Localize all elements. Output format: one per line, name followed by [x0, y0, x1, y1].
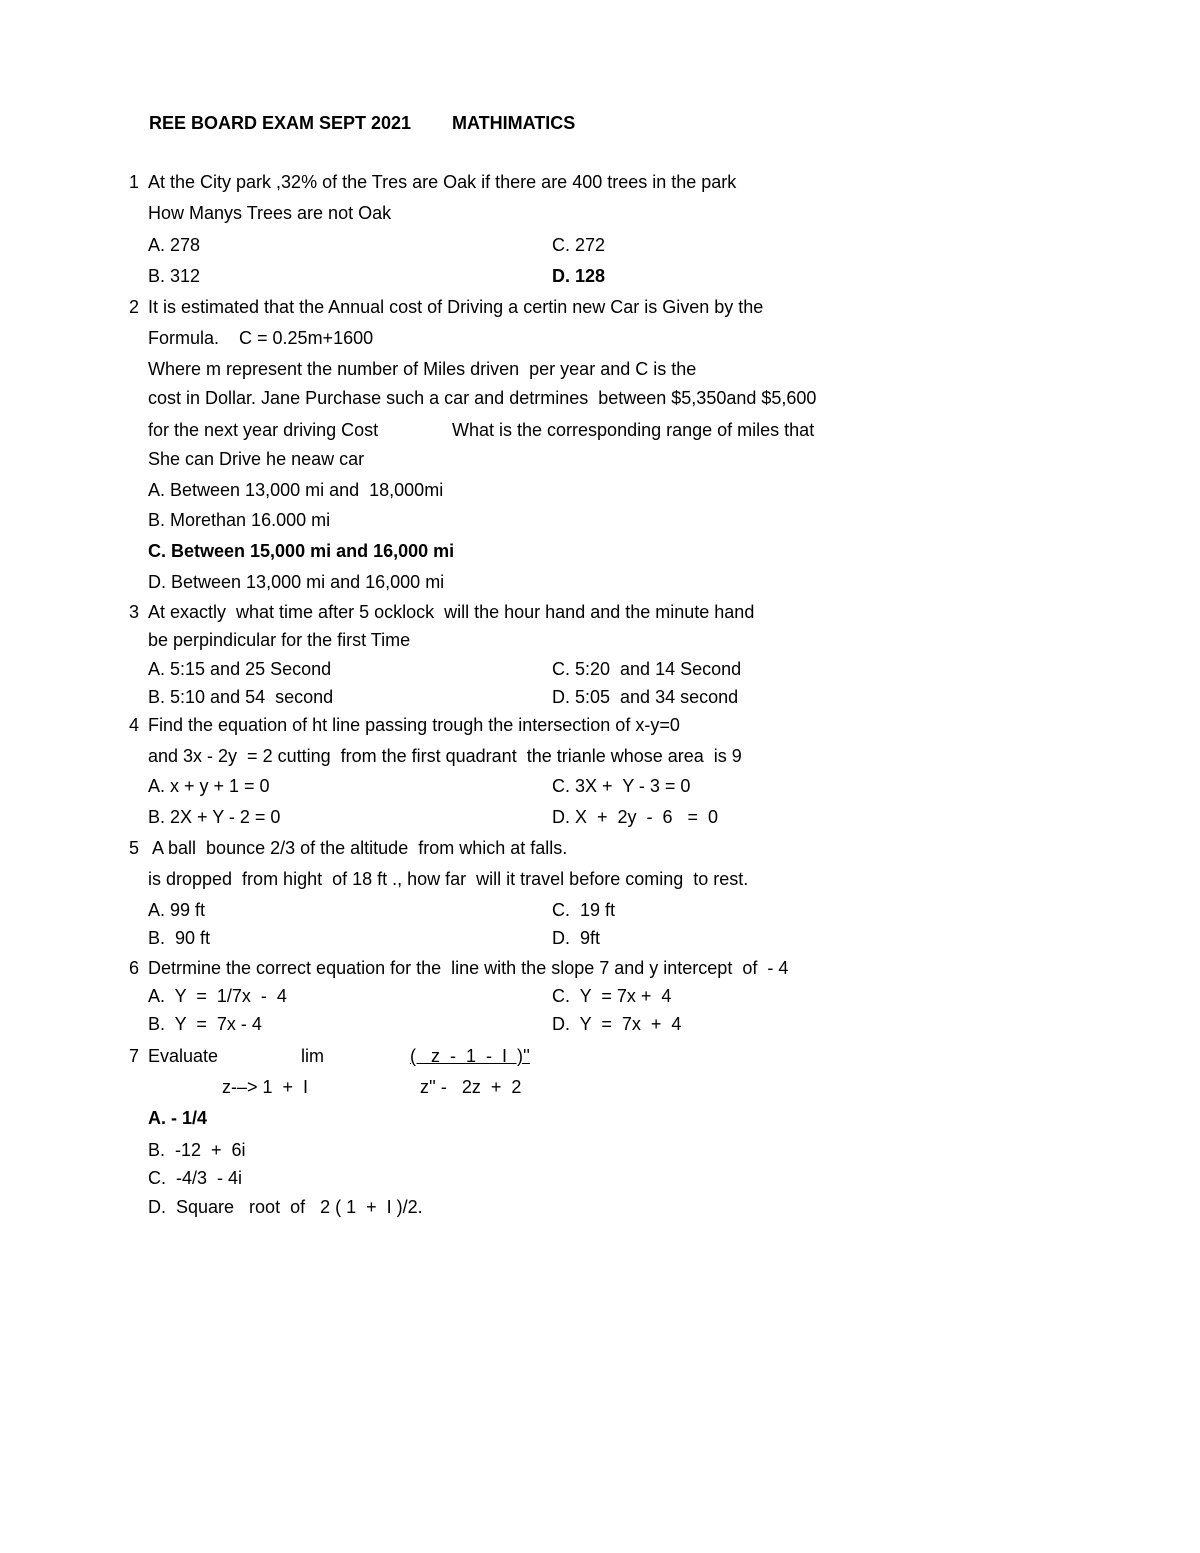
question-1-text-line-2: How Manys Trees are not Oak — [148, 203, 392, 223]
question-7-denominator: z'' - 2z + 2 — [420, 1077, 522, 1097]
question-6-option-b: B. Y = 7x - 4 — [148, 1014, 262, 1034]
question-2-text-line-4: cost in Dollar. Jane Purchase such a car and detrmines between $5,350and $5,600 — [148, 388, 817, 408]
question-3-option-c: C. 5:20 and 14 Second — [552, 659, 742, 679]
question-1-option-c: C. 272 — [552, 235, 606, 255]
question-4-text-line-1: Find the equation of ht line passing trough the intersection of x-y=0 — [148, 715, 680, 735]
question-2-option-c: C. Between 15,000 mi and 16,000 mi — [148, 541, 455, 561]
question-3-option-a: A. 5:15 and 25 Second — [148, 659, 332, 679]
question-5-text-line-1: A ball bounce 2/3 of the altitude from which at falls. — [148, 838, 568, 858]
question-number-4: 4 — [129, 715, 140, 735]
question-4-option-c: C. 3X + Y - 3 = 0 — [552, 776, 691, 796]
exam-title: REE BOARD EXAM SEPT 2021 — [149, 113, 412, 133]
question-4-option-d: D. X + 2y - 6 = 0 — [552, 807, 719, 827]
question-3-option-b: B. 5:10 and 54 second — [148, 687, 334, 707]
question-5-option-d: D. 9ft — [552, 928, 601, 948]
question-4-option-b: B. 2X + Y - 2 = 0 — [148, 807, 281, 827]
question-number-5: 5 — [129, 838, 140, 858]
question-7-lim: lim — [301, 1046, 324, 1066]
question-7-evaluate-label: Evaluate — [148, 1046, 219, 1066]
question-7-option-a: A. - 1/4 — [148, 1108, 208, 1128]
question-7-option-b: B. -12 + 6i — [148, 1140, 246, 1160]
question-3-text-line-2: be perpindicular for the first Time — [148, 630, 411, 650]
question-2-text-line-1: It is estimated that the Annual cost of Driving a certin new Car is Given by the — [148, 297, 764, 317]
question-3-text-line-1: At exactly what time after 5 ocklock will the hour hand and the minute hand — [148, 602, 755, 622]
question-2-option-a: A. Between 13,000 mi and 18,000mi — [148, 480, 444, 500]
question-7-option-d: D. Square root of 2 ( 1 + I )/2. — [148, 1197, 423, 1217]
subject-title: MATHIMATICS — [452, 113, 576, 133]
question-2-text-line-3: Where m represent the number of Miles driven per year and C is the — [148, 359, 697, 379]
question-1-option-d: D. 128 — [552, 266, 606, 286]
question-4-option-a: A. x + y + 1 = 0 — [148, 776, 270, 796]
question-6-text-line-1: Detrmine the correct equation for the line with the slope 7 and y intercept of - 4 — [148, 958, 789, 978]
question-number-1: 1 — [129, 172, 140, 192]
question-7-limit-subscript: z-–> 1 + I — [222, 1077, 309, 1097]
question-6-option-d: D. Y = 7x + 4 — [552, 1014, 682, 1034]
question-2-option-d: D. Between 13,000 mi and 16,000 mi — [148, 572, 445, 592]
question-2-text-line-5b: What is the corresponding range of miles that — [452, 420, 815, 440]
question-6-option-a: A. Y = 1/7x - 4 — [148, 986, 287, 1006]
question-6-option-c: C. Y = 7x + 4 — [552, 986, 672, 1006]
question-4-text-line-2: and 3x - 2y = 2 cutting from the first quadrant the trianle whose area is 9 — [148, 746, 742, 766]
question-1-option-a: A. 278 — [148, 235, 201, 255]
question-7-option-c: C. -4/3 - 4i — [148, 1168, 243, 1188]
question-2-text-line-6: She can Drive he neaw car — [148, 449, 365, 469]
question-7-numerator: ( z - 1 - I )'' — [410, 1046, 530, 1066]
question-number-7: 7 — [129, 1046, 140, 1066]
question-2-text-line-2: Formula. C = 0.25m+1600 — [148, 328, 374, 348]
question-2-option-b: B. Morethan 16.000 mi — [148, 510, 331, 530]
question-5-option-c: C. 19 ft — [552, 900, 616, 920]
question-number-2: 2 — [129, 297, 140, 317]
question-2-text-line-5a: for the next year driving Cost — [148, 420, 379, 440]
question-5-option-b: B. 90 ft — [148, 928, 211, 948]
question-5-text-line-2: is dropped from hight of 18 ft ., how far will it travel before coming to rest. — [148, 869, 749, 889]
question-number-3: 3 — [129, 602, 140, 622]
question-1-option-b: B. 312 — [148, 266, 201, 286]
question-3-option-d: D. 5:05 and 34 second — [552, 687, 739, 707]
question-1-text-line-1: At the City park ,32% of the Tres are Oak if there are 400 trees in the park — [148, 172, 737, 192]
question-5-option-a: A. 99 ft — [148, 900, 206, 920]
question-number-6: 6 — [129, 958, 140, 978]
